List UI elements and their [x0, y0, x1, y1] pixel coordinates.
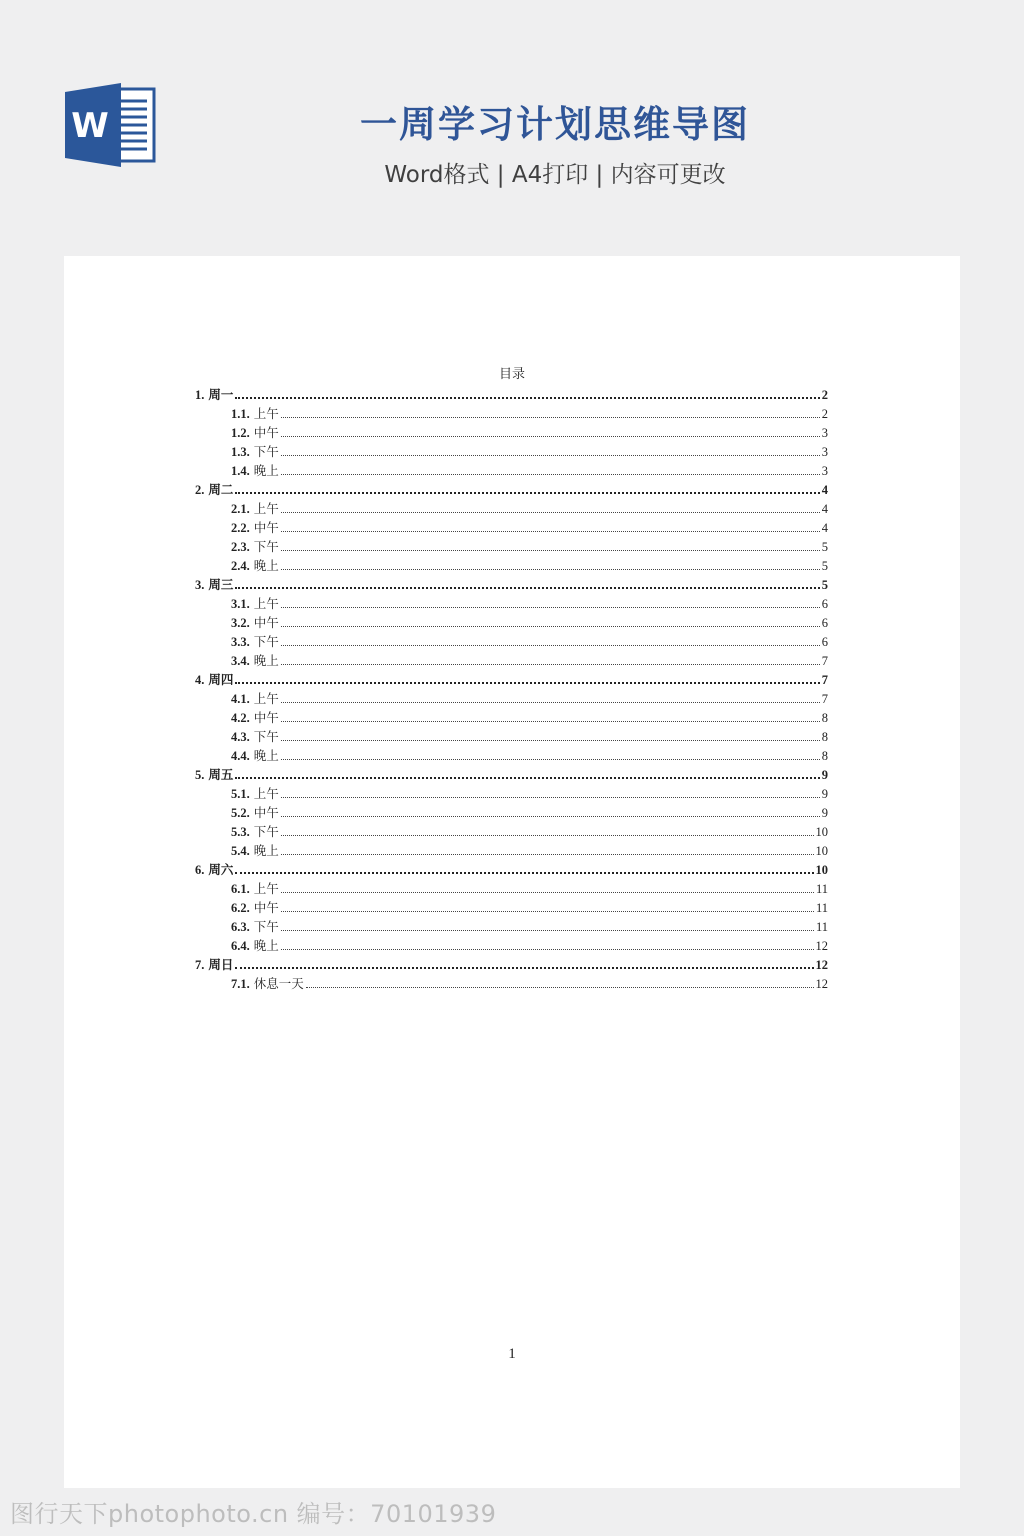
toc-dot-leader — [281, 930, 814, 931]
toc-dot-leader — [281, 474, 820, 475]
toc-entry-number: 4.3. — [231, 730, 250, 744]
toc-entry-period[interactable] — [195, 745, 828, 764]
toc-entry-label: 下午 — [253, 540, 279, 554]
toc-entry-number: 2. — [195, 483, 205, 497]
toc-entry-period[interactable] — [195, 802, 828, 821]
toc-entry-period[interactable] — [195, 631, 828, 650]
toc-dot-leader — [235, 682, 819, 684]
toc-entry-label: 周六 — [208, 863, 234, 877]
toc-entry-page: 9 — [821, 787, 828, 801]
toc-entry-page: 12 — [815, 939, 828, 953]
toc-entry-page: 3 — [821, 426, 828, 440]
toc-entry-period[interactable] — [195, 517, 828, 536]
toc-entry-day[interactable] — [195, 764, 828, 783]
toc-dot-leader — [281, 664, 820, 665]
toc-entry-page: 3 — [821, 464, 828, 478]
toc-entry-number: 4. — [195, 673, 205, 687]
toc-entry-label: 中午 — [253, 711, 279, 725]
toc-dot-leader — [281, 436, 820, 437]
toc-entry-page: 10 — [815, 844, 828, 858]
toc-entry-page: 5 — [821, 540, 828, 554]
toc-entry-label: 下午 — [253, 445, 279, 459]
toc-entry-label: 上午 — [253, 787, 279, 801]
toc-entry-number: 4.2. — [231, 711, 250, 725]
toc-dot-leader — [235, 777, 819, 779]
word-logo-letter: W — [71, 106, 109, 146]
toc-entry-page: 4 — [821, 483, 828, 497]
toc-entry-label: 下午 — [253, 635, 279, 649]
toc-entry-number: 3.2. — [231, 616, 250, 630]
toc-entry-label: 晚上 — [253, 939, 279, 953]
toc-dot-leader — [281, 911, 814, 912]
toc-entry-label: 周五 — [208, 768, 234, 782]
toc-entry-page: 4 — [821, 521, 828, 535]
page-subtitle: Word格式 | A4打印 | 内容可更改 — [384, 162, 726, 188]
toc-dot-leader — [281, 702, 820, 703]
toc-entry-number: 6.3. — [231, 920, 250, 934]
toc-entry-label: 休息一天 — [253, 977, 304, 991]
toc-entry-period[interactable] — [195, 688, 828, 707]
toc-entry-number: 5.4. — [231, 844, 250, 858]
toc-entry-number: 7. — [195, 958, 205, 972]
toc-entry-page: 2 — [821, 388, 828, 402]
toc-dot-leader — [281, 417, 820, 418]
toc-entry-period[interactable] — [195, 935, 828, 954]
toc-entry-period[interactable] — [195, 460, 828, 479]
toc-entry-period[interactable] — [195, 555, 828, 574]
toc-entry-number: 2.1. — [231, 502, 250, 516]
toc-entry-page: 8 — [821, 730, 828, 744]
toc-entry-label: 上午 — [253, 502, 279, 516]
toc-dot-leader — [281, 721, 820, 722]
toc-entry-label: 晚上 — [253, 749, 279, 763]
toc-entry-period[interactable] — [195, 536, 828, 555]
toc-entry-number: 3.1. — [231, 597, 250, 611]
toc-entry-period[interactable] — [195, 973, 828, 992]
toc-entry-page: 7 — [821, 692, 828, 706]
toc-entry-number: 1. — [195, 388, 205, 402]
toc-entry-page: 3 — [821, 445, 828, 459]
toc-entry-page: 11 — [815, 920, 828, 934]
toc-entry-day[interactable] — [195, 479, 828, 498]
toc-entry-number: 5.2. — [231, 806, 250, 820]
toc-dot-leader — [281, 626, 820, 627]
toc-entry-number: 3. — [195, 578, 205, 592]
table-of-contents — [195, 384, 828, 992]
toc-entry-number: 6.2. — [231, 901, 250, 915]
toc-entry-period[interactable] — [195, 916, 828, 935]
toc-entry-page: 12 — [815, 977, 828, 991]
toc-entry-period[interactable] — [195, 897, 828, 916]
toc-entry-number: 4.1. — [231, 692, 250, 706]
toc-entry-period[interactable] — [195, 593, 828, 612]
toc-entry-page: 5 — [821, 559, 828, 573]
toc-entry-number: 5. — [195, 768, 205, 782]
toc-entry-period[interactable] — [195, 441, 828, 460]
toc-dot-leader — [281, 740, 820, 741]
toc-entry-label: 周一 — [208, 388, 234, 402]
toc-entry-page: 5 — [821, 578, 828, 592]
toc-entry-label: 中午 — [253, 901, 279, 915]
toc-entry-number: 6.1. — [231, 882, 250, 896]
toc-entry-number: 2.3. — [231, 540, 250, 554]
toc-entry-number: 2.4. — [231, 559, 250, 573]
toc-entry-day[interactable] — [195, 384, 828, 403]
toc-entry-day[interactable] — [195, 859, 828, 878]
toc-entry-number: 1.4. — [231, 464, 250, 478]
toc-entry-number: 3.3. — [231, 635, 250, 649]
toc-entry-number: 6.4. — [231, 939, 250, 953]
toc-entry-page: 10 — [815, 863, 828, 877]
toc-entry-page: 12 — [815, 958, 828, 972]
page-title: 一周学习计划思维导图 — [360, 103, 750, 146]
toc-entry-number: 4.4. — [231, 749, 250, 763]
toc-dot-leader — [281, 797, 820, 798]
toc-dot-leader — [281, 512, 820, 513]
word-app-icon — [65, 83, 156, 167]
toc-entry-label: 中午 — [253, 616, 279, 630]
toc-entry-label: 周日 — [208, 958, 234, 972]
document-page — [64, 256, 960, 1488]
toc-dot-leader — [281, 607, 820, 608]
toc-entry-label: 上午 — [253, 597, 279, 611]
toc-entry-period[interactable] — [195, 878, 828, 897]
toc-entry-day[interactable] — [195, 669, 828, 688]
toc-entry-number: 5.3. — [231, 825, 250, 839]
toc-entry-label: 下午 — [253, 825, 279, 839]
toc-entry-page: 4 — [821, 502, 828, 516]
toc-dot-leader — [235, 967, 813, 969]
toc-heading: 目录 — [498, 366, 525, 381]
toc-entry-page: 6 — [821, 616, 828, 630]
toc-dot-leader — [281, 835, 814, 836]
toc-entry-period[interactable] — [195, 707, 828, 726]
toc-entry-label: 下午 — [253, 920, 279, 934]
toc-entry-label: 晚上 — [253, 654, 279, 668]
toc-entry-page: 7 — [821, 654, 828, 668]
toc-dot-leader — [281, 892, 814, 893]
toc-entry-period[interactable] — [195, 498, 828, 517]
toc-entry-label: 周三 — [208, 578, 234, 592]
toc-entry-number: 5.1. — [231, 787, 250, 801]
toc-entry-number: 1.1. — [231, 407, 250, 421]
toc-entry-label: 上午 — [253, 692, 279, 706]
toc-entry-label: 上午 — [253, 882, 279, 896]
toc-entry-day[interactable] — [195, 954, 828, 973]
toc-entry-label: 周二 — [208, 483, 234, 497]
toc-dot-leader — [235, 492, 819, 494]
toc-entry-period[interactable] — [195, 650, 828, 669]
toc-entry-period[interactable] — [195, 422, 828, 441]
toc-dot-leader — [281, 759, 820, 760]
toc-entry-label: 周四 — [208, 673, 234, 687]
toc-dot-leader — [235, 587, 819, 589]
toc-entry-label: 下午 — [253, 730, 279, 744]
toc-dot-leader — [235, 872, 813, 874]
toc-entry-label: 中午 — [253, 426, 279, 440]
toc-entry-page: 11 — [815, 882, 828, 896]
toc-dot-leader — [281, 550, 820, 551]
page-number: 1 — [508, 1346, 516, 1362]
toc-entry-page: 8 — [821, 711, 828, 725]
toc-entry-number: 1.2. — [231, 426, 250, 440]
toc-entry-number: 7.1. — [231, 977, 250, 991]
toc-dot-leader — [281, 949, 814, 950]
toc-entry-day[interactable] — [195, 574, 828, 593]
toc-entry-page: 2 — [821, 407, 828, 421]
toc-entry-label: 晚上 — [253, 464, 279, 478]
toc-entry-page: 10 — [815, 825, 828, 839]
watermark: 图行天下photophoto.cn 编号：70101939 — [10, 1500, 497, 1528]
toc-entry-label: 晚上 — [253, 559, 279, 573]
toc-entry-label: 晚上 — [253, 844, 279, 858]
toc-dot-leader — [281, 531, 820, 532]
toc-entry-label: 中午 — [253, 806, 279, 820]
toc-dot-leader — [281, 455, 820, 456]
toc-entry-page: 6 — [821, 635, 828, 649]
toc-entry-page: 9 — [821, 768, 828, 782]
toc-entry-number: 6. — [195, 863, 205, 877]
toc-entry-number: 2.2. — [231, 521, 250, 535]
toc-entry-number: 3.4. — [231, 654, 250, 668]
toc-entry-page: 11 — [815, 901, 828, 915]
toc-entry-label: 上午 — [253, 407, 279, 421]
toc-entry-period[interactable] — [195, 726, 828, 745]
toc-entry-page: 6 — [821, 597, 828, 611]
toc-dot-leader — [281, 854, 814, 855]
toc-entry-number: 1.3. — [231, 445, 250, 459]
toc-dot-leader — [306, 987, 814, 988]
toc-dot-leader — [235, 397, 819, 399]
toc-entry-label: 中午 — [253, 521, 279, 535]
toc-dot-leader — [281, 816, 820, 817]
toc-dot-leader — [281, 645, 820, 646]
toc-entry-period[interactable] — [195, 821, 828, 840]
toc-dot-leader — [281, 569, 820, 570]
toc-entry-period[interactable] — [195, 783, 828, 802]
toc-entry-period[interactable] — [195, 840, 828, 859]
toc-entry-period[interactable] — [195, 612, 828, 631]
toc-entry-page: 9 — [821, 806, 828, 820]
toc-entry-page: 8 — [821, 749, 828, 763]
toc-entry-period[interactable] — [195, 403, 828, 422]
toc-entry-page: 7 — [821, 673, 828, 687]
